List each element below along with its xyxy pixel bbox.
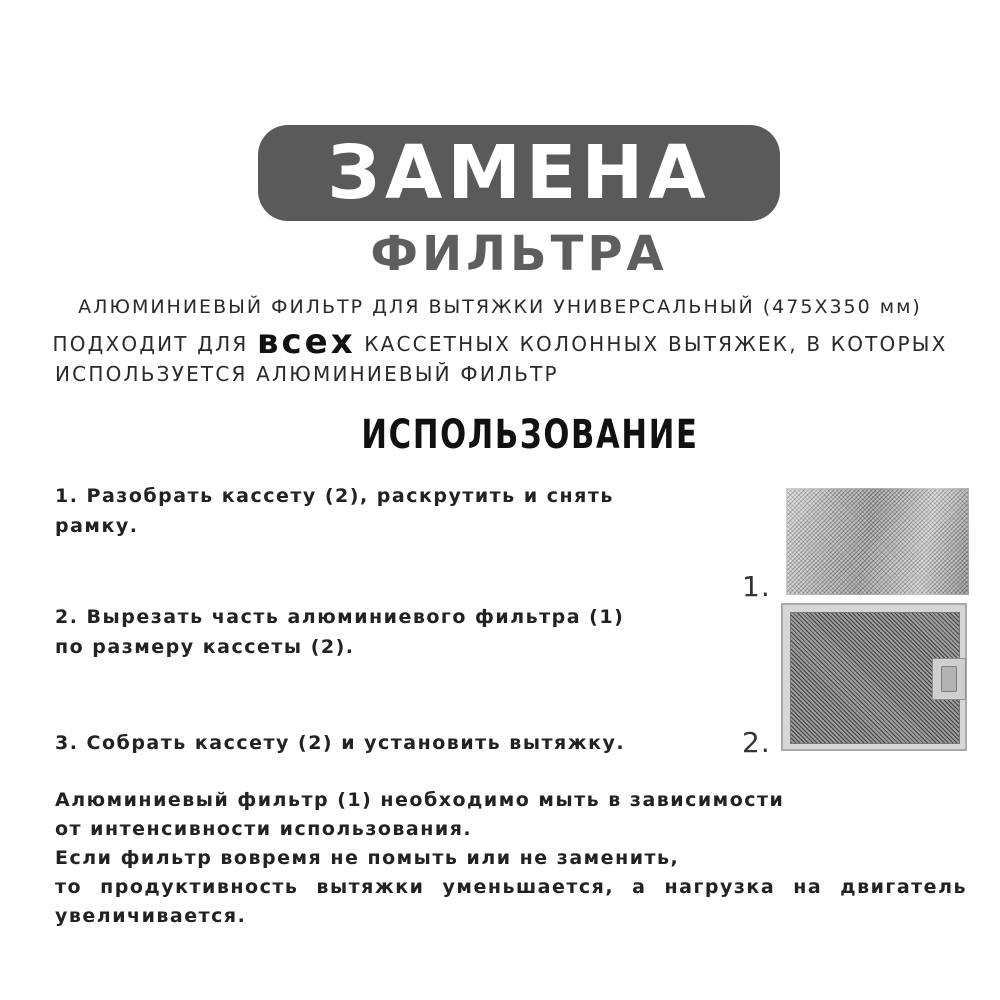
note-line-1: Алюминиевый фильтр (1) необходимо мыть в зависимости — [55, 789, 785, 811]
step-1 — [55, 481, 695, 541]
usage-heading: ИСПОЛЬЗОВАНИЕ — [361, 412, 699, 458]
step-1-line-2: рамку. — [55, 515, 139, 537]
note-line-5: увеличивается. — [55, 905, 247, 927]
title-sub: ФИЛЬТРА — [370, 226, 668, 282]
title-banner — [258, 125, 780, 221]
intro-line-2-end: КАССЕТНЫХ КОЛОННЫХ ВЫТЯЖЕК, В КОТОРЫХ — [355, 332, 948, 356]
intro-line-2 — [30, 322, 970, 363]
step-3-line-1: 3. Собрать кассету (2) и установить вытяжку. — [55, 732, 626, 754]
step-2-line-2: по размеру кассеты (2). — [55, 636, 355, 658]
note-line-4: то продуктивность вытяжки уменьшается, а нагрузка на двигатель — [55, 876, 967, 898]
intro-line-2-start: ПОДХОДИТ ДЛЯ — [52, 332, 257, 356]
image-label-1: 1. — [742, 570, 771, 603]
intro-emphasis: всех — [257, 322, 356, 362]
note-line-3: Если фильтр вовремя не помыть или не заменить, — [55, 847, 680, 869]
step-2-line-1: 2. Вырезать часть алюминиевого фильтра (1) — [55, 606, 625, 628]
note-line-2: от интенсивности использования. — [55, 818, 473, 840]
aluminum-mesh-shading — [786, 488, 969, 595]
cassette-handle-slot — [941, 666, 957, 692]
intro-line-1: АЛЮМИНИЕВЫЙ ФИЛЬТР ДЛЯ ВЫТЯЖКИ УНИВЕРСАЛЬНЫЙ (475Х350 мм) — [78, 296, 922, 318]
step-1-line-1: 1. Разобрать кассету (2), раскрутить и снять — [55, 485, 614, 507]
step-2 — [55, 602, 695, 662]
image-label-2: 2. — [742, 726, 771, 759]
intro-line-3: ИСПОЛЬЗУЕТСЯ АЛЮМИНИЕВЫЙ ФИЛЬТР — [55, 362, 559, 386]
title-main: ЗАМЕНА — [327, 130, 711, 216]
step-3 — [55, 728, 695, 758]
